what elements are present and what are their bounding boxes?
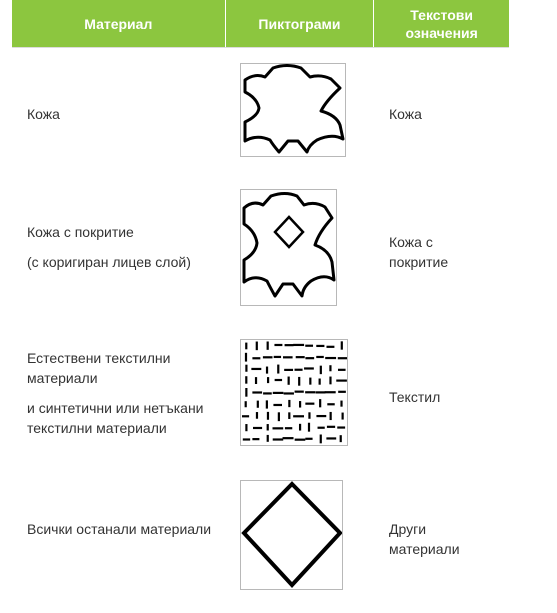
text-code-cell: [389, 104, 499, 124]
header-text-codes-line2: означения: [405, 24, 478, 41]
text-code-cell: [389, 387, 499, 407]
text-code-line1: Кожа: [389, 106, 422, 122]
header-pictograms: [225, 0, 374, 47]
text-code-line1: Кожа с: [389, 234, 433, 250]
other-materials-icon: [240, 480, 343, 590]
table-row: [12, 466, 509, 613]
text-code-line1: Други: [389, 521, 427, 537]
header-pictograms-label: Пиктограми: [258, 15, 341, 32]
text-code-line1: Текстил: [389, 389, 441, 405]
material-text: Кожа с покритие: [27, 224, 134, 240]
material-text: Кожа: [27, 106, 60, 122]
material-cell: [27, 104, 217, 124]
material-text: Всички останали материали: [27, 521, 212, 537]
table-row: [12, 48, 509, 173]
header-text-codes-line1: Текстови: [410, 6, 473, 23]
header-material: [12, 0, 225, 47]
header-material-label: Материал: [84, 15, 153, 32]
material-cell: [27, 348, 217, 438]
header-text-codes-label: [405, 6, 477, 42]
material-subtext: (с коригиран лицев слой): [27, 254, 191, 270]
material-subtext: и синтетични или нетъкани текстилни материали: [27, 400, 204, 436]
textile-icon: [240, 339, 348, 446]
header-text-codes: [373, 0, 509, 47]
table-header: [12, 0, 509, 48]
leather-icon: [240, 63, 346, 157]
table-row: [12, 174, 509, 314]
coated-leather-icon: [240, 189, 337, 306]
materials-table: [12, 0, 509, 557]
table-row: [12, 315, 509, 465]
material-cell: [27, 222, 217, 272]
text-code-line2: материали: [389, 541, 460, 557]
text-code-cell: [389, 519, 499, 559]
material-cell: [27, 519, 217, 539]
text-code-line2: покритие: [389, 254, 449, 270]
material-text: Естествени текстилни материали: [27, 350, 171, 386]
text-code-cell: [389, 232, 499, 272]
